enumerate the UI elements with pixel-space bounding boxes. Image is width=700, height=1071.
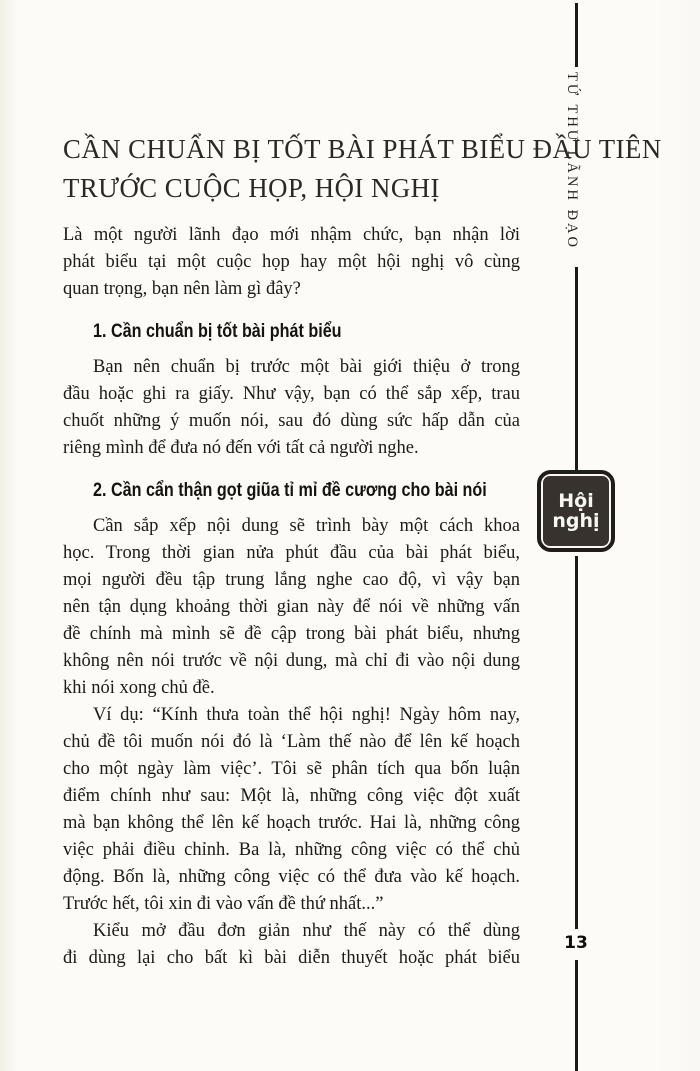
text-line: điểm chính như sau: Một là, những công việc đột xuất bbox=[63, 786, 520, 806]
text-line: Cần sắp xếp nội dung sẽ trình bày một cách khoa bbox=[93, 516, 520, 536]
text-line: riêng mình để đưa nó đến với tất cả người nghe. bbox=[63, 438, 419, 458]
text-line: phát biểu tại một cuộc họp hay một hội nghị vô cùng bbox=[63, 252, 520, 272]
section-heading: 1. Cần chuẩn bị tốt bài phát biểu bbox=[93, 321, 342, 342]
text-line: việc phải điều chỉnh. Ba là, những công việc có thể chủ bbox=[63, 840, 520, 860]
page-number: 13 bbox=[564, 933, 588, 953]
text-line: khi nói xong chủ đề. bbox=[63, 678, 215, 698]
page-title bbox=[63, 130, 662, 208]
title-line: TRƯỚC CUỘC HỌP, HỘI NGHỊ bbox=[63, 173, 440, 203]
series-title-vertical: TỨ THƯ LÃNH ĐẠO bbox=[564, 72, 580, 250]
text-line: Bạn nên chuẩn bị trước một bài giới thiệu ở trong bbox=[93, 357, 520, 377]
text-line: Kiểu mở đầu đơn giản như thế này có thể dùng bbox=[93, 921, 520, 941]
text-line: đi dùng lại cho bất kì bài diễn thuyết hoặc phát biểu bbox=[63, 948, 520, 968]
margin-rule-top bbox=[575, 3, 578, 67]
paragraph bbox=[63, 354, 520, 462]
paragraph bbox=[63, 513, 520, 702]
text-line: chủ đề tôi muốn nói đó là ‘Làm thế nào để lên kế hoạch bbox=[63, 732, 520, 752]
chapter-badge-label bbox=[543, 476, 609, 546]
text-line: cho một ngày làm việc’. Tôi sẽ phân tích qua bốn luận bbox=[63, 759, 520, 779]
text-line: đầu hoặc ghi ra giấy. Như vậy, bạn có thể sắp xếp, trau bbox=[63, 384, 520, 404]
text-line: không nên nói trước về nội dung, mà chỉ đi vào nội dung bbox=[63, 651, 520, 671]
paragraph bbox=[63, 918, 520, 972]
margin-rule-middle bbox=[575, 267, 578, 471]
text-line: mọi người đều tập trung lắng nghe cao độ, vì vậy bạn bbox=[63, 570, 520, 590]
text-line: quan trọng, bạn nên làm gì đây? bbox=[63, 279, 301, 299]
text-line: Ví dụ: “Kính thưa toàn thể hội nghị! Ngày hôm nay, bbox=[93, 705, 520, 725]
text-line: đề chính mà mình sẽ đề cập trong bài phát biểu, nhưng bbox=[63, 624, 520, 644]
chapter-badge-line-1: Hội bbox=[558, 490, 594, 512]
text-line: động. Bốn là, những công việc có thể đưa vào kế hoạch. bbox=[63, 867, 520, 887]
text-line: chuốt những ý muốn nói, sau đó dùng sức hấp dẫn của bbox=[63, 411, 520, 431]
text-line: nên tận dụng khoảng thời gian này để nói về những vấn bbox=[63, 597, 520, 617]
paragraph bbox=[63, 702, 520, 918]
text-line: học. Trong thời gian nửa phút đầu của bài phát biểu, bbox=[63, 543, 520, 563]
text-line: mà bạn không thể lên kế hoạch trước. Hai là, những công bbox=[63, 813, 520, 833]
margin-rule-lower bbox=[575, 556, 578, 929]
text-line: Là một người lãnh đạo mới nhậm chức, bạn nhận lời bbox=[63, 225, 520, 245]
paragraph bbox=[63, 222, 520, 303]
section-heading: 2. Cần cẩn thận gọt giũa tỉ mỉ đề cương cho bài nói bbox=[93, 480, 487, 501]
chapter-badge bbox=[537, 470, 615, 552]
margin-rule-bottom bbox=[575, 960, 578, 1071]
body-text bbox=[63, 222, 520, 972]
text-line: Trước hết, tôi xin đi vào vấn đề thứ nhất...” bbox=[63, 894, 384, 914]
chapter-badge-line-2: nghị bbox=[552, 510, 600, 532]
title-line: CẦN CHUẨN BỊ TỐT BÀI PHÁT BIỂU ĐẦU TIÊN bbox=[63, 134, 662, 164]
